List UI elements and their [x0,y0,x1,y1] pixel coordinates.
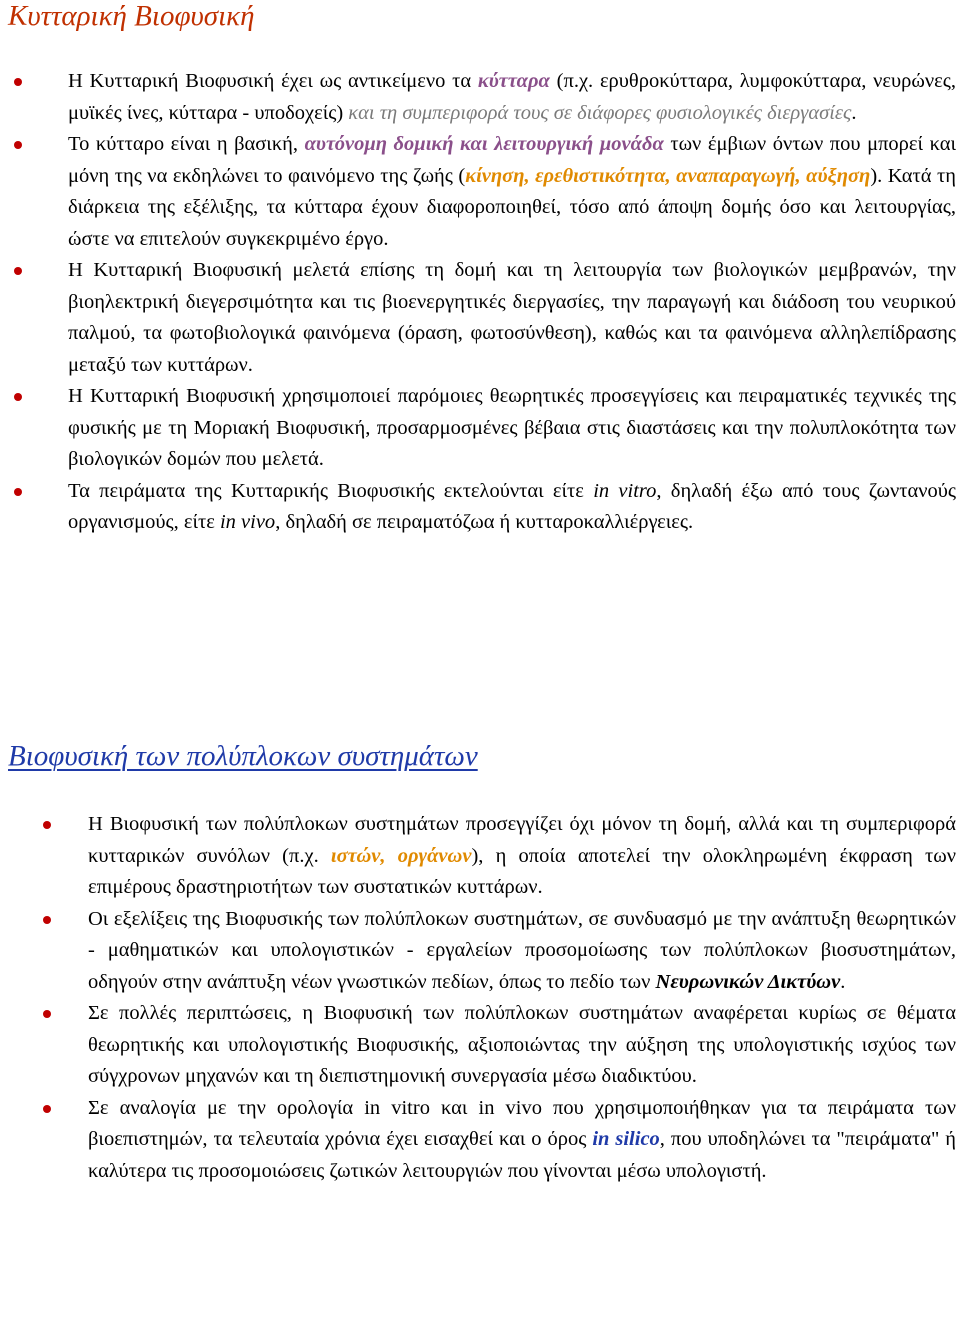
item-text: Οι εξελίξεις της Βιοφυσικής των πολύπλοκων συστημάτων, σε συνδυασμό με την ανάπτυξη θεωρητικών - μαθηματικών και υπολογιστικών - εργαλείων προσομοίωσης των πολύπλοκων βιοσυστημάτων, οδηγούν στην ανάπτυξη νέων γνωστικών πεδίων, όπως το πεδίο των [88,907,956,993]
item-text: Η Κυτταρική Βιοφυσική μελετά επίσης τη δομή και τη λειτουργία των βιολογικών μεμβρανών, την βιοηλεκτρική διεγερσιμότητα και τις βιοενεργητικές διεργασίες, την παραγωγή και διάδοση του νευρικού παλμού, τα φωτοβιολογικά φαινόμενα (όραση, φωτοσύνθεση), καθώς και τα φαινόμενα αλληλεπίδρασης μεταξύ των κυττάρων. [68,259,956,376]
term-in-vivo: in vivo [219,511,276,533]
list-item [88,904,956,999]
emphasis-unit: αυτόνομη δομική και λειτουργική μονάδα [304,133,664,155]
bullet-icon [43,916,51,924]
bullet-icon [14,141,22,149]
item-text: ). Κατά τη διάρκεια της εξέλιξης, τα κύτταρα έχουν διαφοροποιηθεί, τόσο από άποψη δομής όσο και λειτουργίας, ώστε να επιτελούν συγκεκριμένο έργο. [68,164,956,250]
emphasis-tissues-organs: ιστών, οργάνων [330,844,472,867]
term-in-vitro: in vitro [593,479,657,502]
section-heading-complex-systems: Βιοφυσική των πολύπλοκων συστημάτων [8,740,478,772]
bullet-icon [14,488,22,496]
item-text: Η Κυτταρική Βιοφυσική έχει ως αντικείμενο τα [68,70,478,92]
list-item [68,476,956,539]
item-text: Σε αναλογία με την ορολογία in vitro και in vivo που χρησιμοποιήθηκαν για τα πειράματα των βιοεπιστημών, τα τελευταία χρόνια έχει εισαχθεί και ο όρος [88,1096,956,1150]
complex-systems-list [88,809,956,1187]
bullet-icon [14,393,22,401]
list-item [88,1093,956,1188]
cellular-biophysics-list [68,66,956,539]
list-item [88,809,956,904]
term-in-silico: in silico [592,1128,660,1150]
item-text: , που υποδηλώνει τα "πειράματα" ή καλύτερα τις προσομοιώσεις ζωτικών λειτουργιών που γίνονται μέσω υπολογιστή. [88,1128,956,1182]
item-text: Τα πειράματα της Κυτταρικής Βιοφυσικής εκτελούνται είτε [68,479,594,502]
item-text: . [851,101,857,124]
item-text: , δηλαδή έξω από τους ζωντανούς οργανισμούς, είτε [68,479,956,533]
emphasis-behaviour: και τη συμπεριφορά τους σε διάφορες φυσιολογικές διεργασίες [348,101,852,124]
section-heading-cellular-biophysics: Κυτταρική Βιοφυσική [8,0,255,32]
item-text: . [840,970,846,993]
bullet-icon [14,78,22,86]
emphasis-life-properties: κίνηση, ερεθιστικότητα, αναπαραγωγή, αύξηση [465,164,871,187]
item-text: των έμβιων όντων που μπορεί και μόνη της να εκδηλώνει το φαινόμενο της ζωής ( [68,133,956,187]
bullet-icon [43,1105,51,1113]
list-item [68,129,956,255]
bullet-icon [43,821,51,829]
item-text: Η Κυτταρική Βιοφυσική χρησιμοποιεί παρόμοιες θεωρητικές προσεγγίσεις και πειραματικές τεχνικές της φυσικής με τη Μοριακή Βιοφυσική, προσαρμοσμένες βέβαια στις διαστάσεις και την πολυπλοκότητα των βιολογικών δομών που μελετά. [68,385,956,470]
bullet-icon [14,267,22,275]
item-text: ), η οποία αποτελεί την ολοκληρωμένη έκφραση των επιμέρους δραστηριοτήτων των συστατικών κυττάρων. [88,844,956,898]
item-text: Σε πολλές περιπτώσεις, η Βιοφυσική των πολύπλοκων συστημάτων αναφέρεται κυρίως σε θέματα θεωρητικής και υπολογιστικής Βιοφυσικής, αξιοποιώντας την αύξηση της υπολογιστικής ισχύος των σύγχρονων μηχανών και τη διεπιστημονική συνεργασία μέσω διαδικτύου. [88,1002,956,1087]
emphasis-cells: κύτταρα [477,70,550,92]
item-text: (π.χ. ερυθροκύτταρα, λυμφοκύτταρα, νευρώνες, μυϊκές ίνες, κύτταρα - υποδοχείς) [68,70,956,124]
list-item [68,381,956,476]
item-text: , δηλαδή σε πειραματόζωα ή κυτταροκαλλιέργειες. [275,511,694,533]
item-text: Το κύτταρο είναι η βασική, [68,133,305,155]
emphasis-neural-networks: Νευρωνικών Δικτύων [655,970,841,993]
bullet-icon [43,1010,51,1018]
item-text: Η Βιοφυσική των πολύπλοκων συστημάτων προσεγγίζει όχι μόνον τη δομή, αλλά και τη συμπεριφορά κυτταρικών συνόλων (π.χ. [88,813,956,867]
list-item [68,66,956,129]
list-item [88,998,956,1093]
list-item [68,255,956,381]
